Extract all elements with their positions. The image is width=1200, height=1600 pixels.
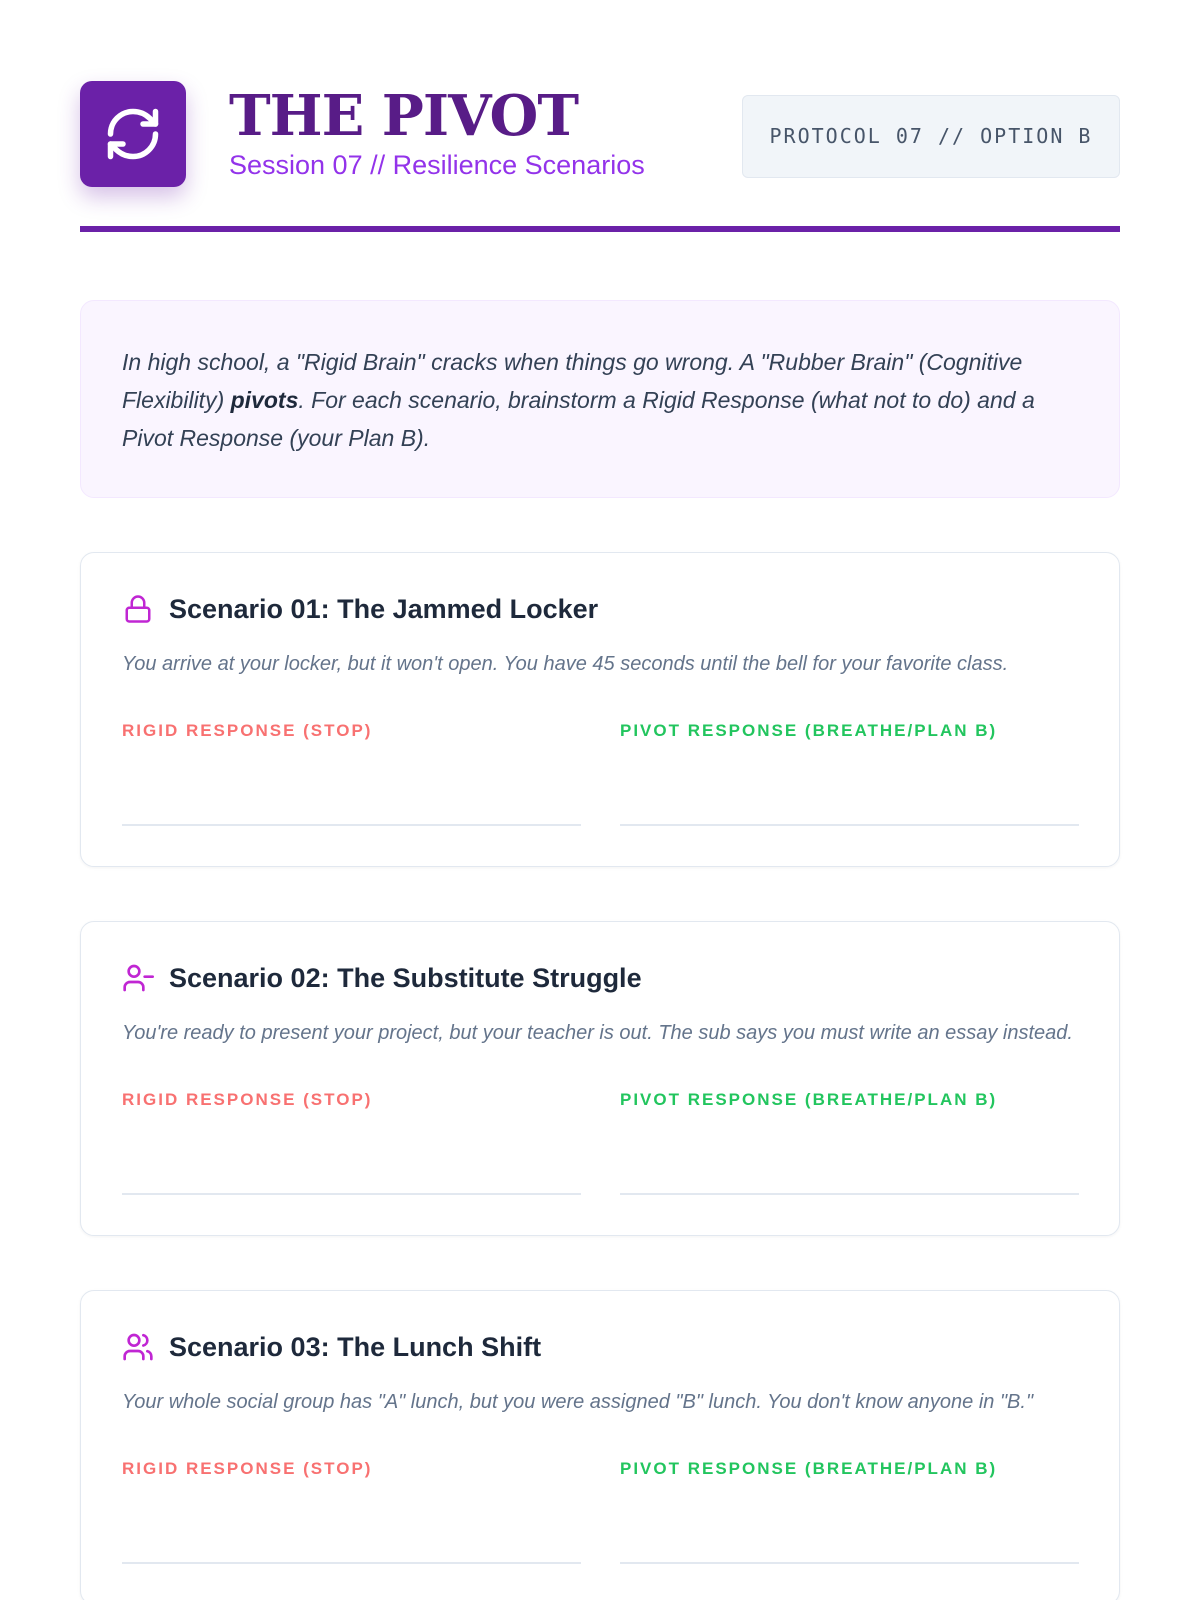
lock-icon <box>122 593 154 625</box>
rigid-response-line[interactable] <box>122 1111 581 1195</box>
page-subtitle: Session 07 // Resilience Scenarios <box>229 150 645 180</box>
rigid-response-line[interactable] <box>122 1480 581 1564</box>
response-fields <box>122 1089 1079 1195</box>
intro-text-part2: . For each scenario, brainstorm a Rigid Response (what not to do) and a Pivot Response (your Plan B). <box>122 387 1035 451</box>
scenario-header <box>122 1331 1079 1363</box>
rigid-response <box>122 1089 581 1195</box>
rigid-response-label: RIGID RESPONSE (STOP) <box>122 1459 373 1478</box>
scenario-list <box>80 552 1120 1600</box>
brand <box>80 81 645 187</box>
intro-text-part1: In high school, a "Rigid Brain" cracks when things go wrong. A "Rubber Brain" (Cognitive Flexibility) <box>122 349 1023 413</box>
scenario-header <box>122 962 1079 994</box>
rigid-response-label: RIGID RESPONSE (STOP) <box>122 1090 373 1109</box>
rigid-response-line[interactable] <box>122 742 581 826</box>
pivot-response-label: PIVOT RESPONSE (BREATHE/PLAN B) <box>620 1459 998 1478</box>
pivot-response-line[interactable] <box>620 1480 1079 1564</box>
title-block <box>229 83 645 182</box>
scenario-card-02 <box>80 921 1120 1236</box>
header <box>80 80 1120 188</box>
pivot-response <box>620 1089 1079 1195</box>
pivot-response <box>620 720 1079 826</box>
response-fields <box>122 1458 1079 1564</box>
refresh-icon <box>80 81 186 187</box>
scenario-card-01 <box>80 552 1120 867</box>
rigid-response <box>122 1458 581 1564</box>
protocol-badge: PROTOCOL 07 // OPTION B <box>742 95 1120 178</box>
rigid-response-label: RIGID RESPONSE (STOP) <box>122 721 373 740</box>
intro-box <box>80 300 1120 498</box>
rigid-response <box>122 720 581 826</box>
header-divider <box>80 226 1120 232</box>
pivot-response-line[interactable] <box>620 1111 1079 1195</box>
scenario-title: Scenario 01: The Jammed Locker <box>169 593 599 624</box>
user-minus-icon <box>122 962 154 994</box>
scenario-description: You're ready to present your project, but your teacher is out. The sub says you must write an essay instead. <box>122 1022 1073 1044</box>
pivot-response-label: PIVOT RESPONSE (BREATHE/PLAN B) <box>620 721 998 740</box>
pivot-response-line[interactable] <box>620 742 1079 826</box>
scenario-title: Scenario 02: The Substitute Struggle <box>169 962 642 993</box>
intro-bold-word: pivots <box>230 387 299 413</box>
pivot-response-label: PIVOT RESPONSE (BREATHE/PLAN B) <box>620 1090 998 1109</box>
scenario-description: Your whole social group has "A" lunch, but you were assigned "B" lunch. You don't know anyone in "B." <box>122 1391 1034 1413</box>
scenario-description: You arrive at your locker, but it won't open. You have 45 seconds until the bell for your favorite class. <box>122 653 1009 675</box>
users-icon <box>122 1331 154 1363</box>
response-fields <box>122 720 1079 826</box>
scenario-header <box>122 593 1079 625</box>
pivot-response <box>620 1458 1079 1564</box>
scenario-title: Scenario 03: The Lunch Shift <box>169 1331 542 1362</box>
page-title: THE PIVOT <box>229 83 578 149</box>
scenario-card-03 <box>80 1290 1120 1600</box>
